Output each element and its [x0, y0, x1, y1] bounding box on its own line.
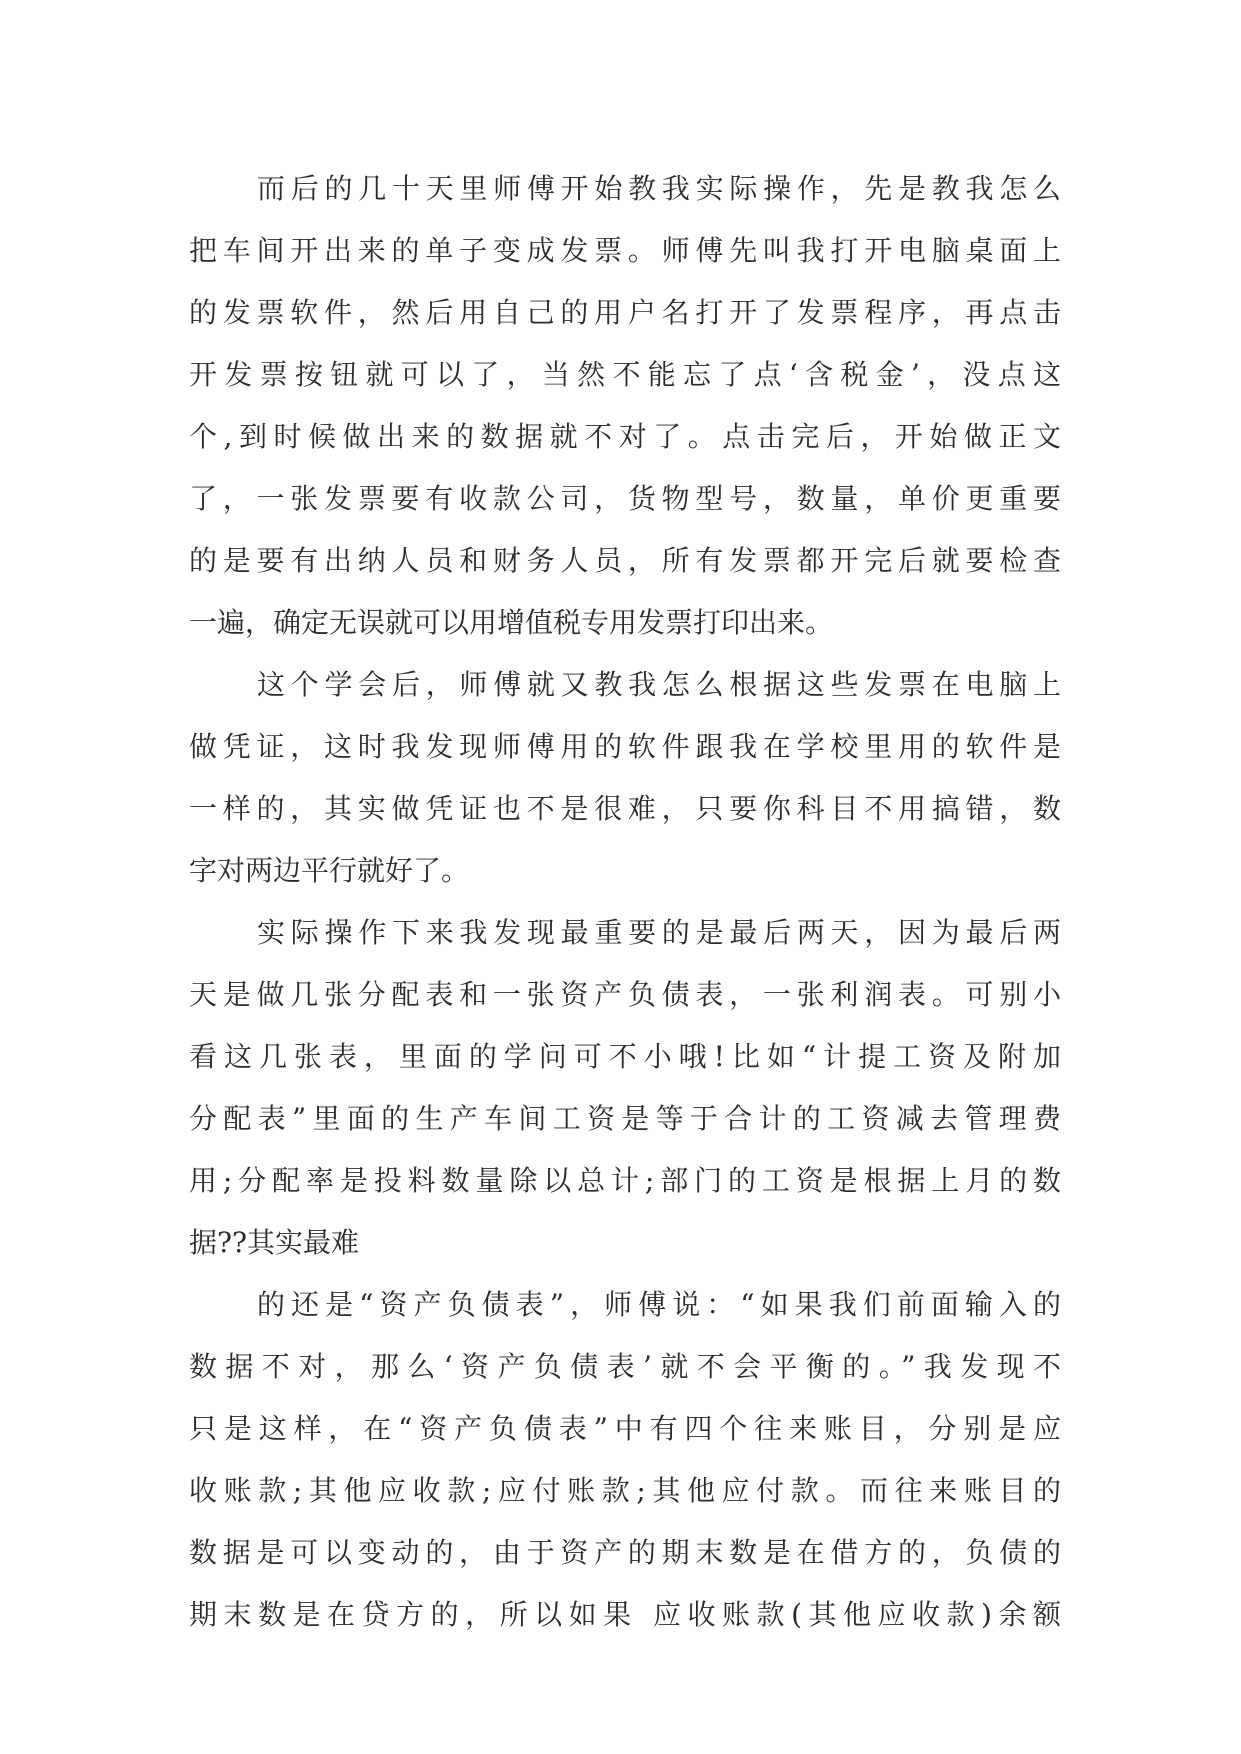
- text-line: 把车间开出来的单子变成发票。师傅先叫我打开电脑桌面上: [189, 234, 1061, 267]
- text-line: 分配表”里面的生产车间工资是等于合计的工资减去管理费: [189, 1102, 1061, 1135]
- text-line: 一样的，其实做凭证也不是很难，只要你科目不用搞错，数: [189, 792, 1061, 825]
- text-line: 只是这样，在“资产负债表”中有四个往来账目，分别是应: [189, 1412, 1061, 1445]
- text-line: 一遍，确定无误就可以用增值税专用发票打印出来。: [189, 606, 834, 639]
- text-line: 实际操作下来我发现最重要的是最后两天，因为最后两: [257, 916, 1061, 949]
- text-line: 期末数是在贷方的，所以如果 应收账款(其他应收款)余额: [189, 1598, 1061, 1631]
- text-line: 做凭证，这时我发现师傅用的软件跟我在学校里用的软件是: [189, 730, 1061, 763]
- text-line: 看这几张表，里面的学问可不小哦!比如“计提工资及附加: [189, 1040, 1061, 1073]
- text-line: 数据是可以变动的，由于资产的期末数是在借方的，负债的: [189, 1536, 1061, 1569]
- text-line: 收账款;其他应收款;应付账款;其他应付款。而往来账目的: [189, 1474, 1061, 1507]
- text-line: 个,到时候做出来的数据就不对了。点击完后，开始做正文: [189, 420, 1061, 453]
- text-line: 开发票按钮就可以了，当然不能忘了点‘含税金’，没点这: [189, 358, 1061, 391]
- text-line: 这个学会后，师傅就又教我怎么根据这些发票在电脑上: [257, 668, 1061, 701]
- text-line: 用;分配率是投料数量除以总计;部门的工资是根据上月的数: [189, 1164, 1061, 1197]
- text-line: 天是做几张分配表和一张资产负债表，一张利润表。可别小: [189, 978, 1061, 1011]
- text-line: 字对两边平行就好了。: [189, 854, 470, 887]
- document-body: [189, 158, 1061, 1646]
- text-line: 的是要有出纳人员和财务人员，所有发票都开完后就要检查: [189, 544, 1061, 577]
- text-line: 据??其实最难: [189, 1226, 360, 1259]
- text-line: 了，一张发票要有收款公司，货物型号，数量，单价更重要: [189, 482, 1061, 515]
- text-line: 而后的几十天里师傅开始教我实际操作，先是教我怎么: [257, 172, 1061, 205]
- text-line: 的还是“资产负债表”，师傅说：“如果我们前面输入的: [257, 1288, 1061, 1321]
- text-line: 数据不对，那么‘资产负债表’就不会平衡的。”我发现不: [189, 1350, 1061, 1383]
- text-line: 的发票软件，然后用自己的用户名打开了发票程序，再点击: [189, 296, 1061, 329]
